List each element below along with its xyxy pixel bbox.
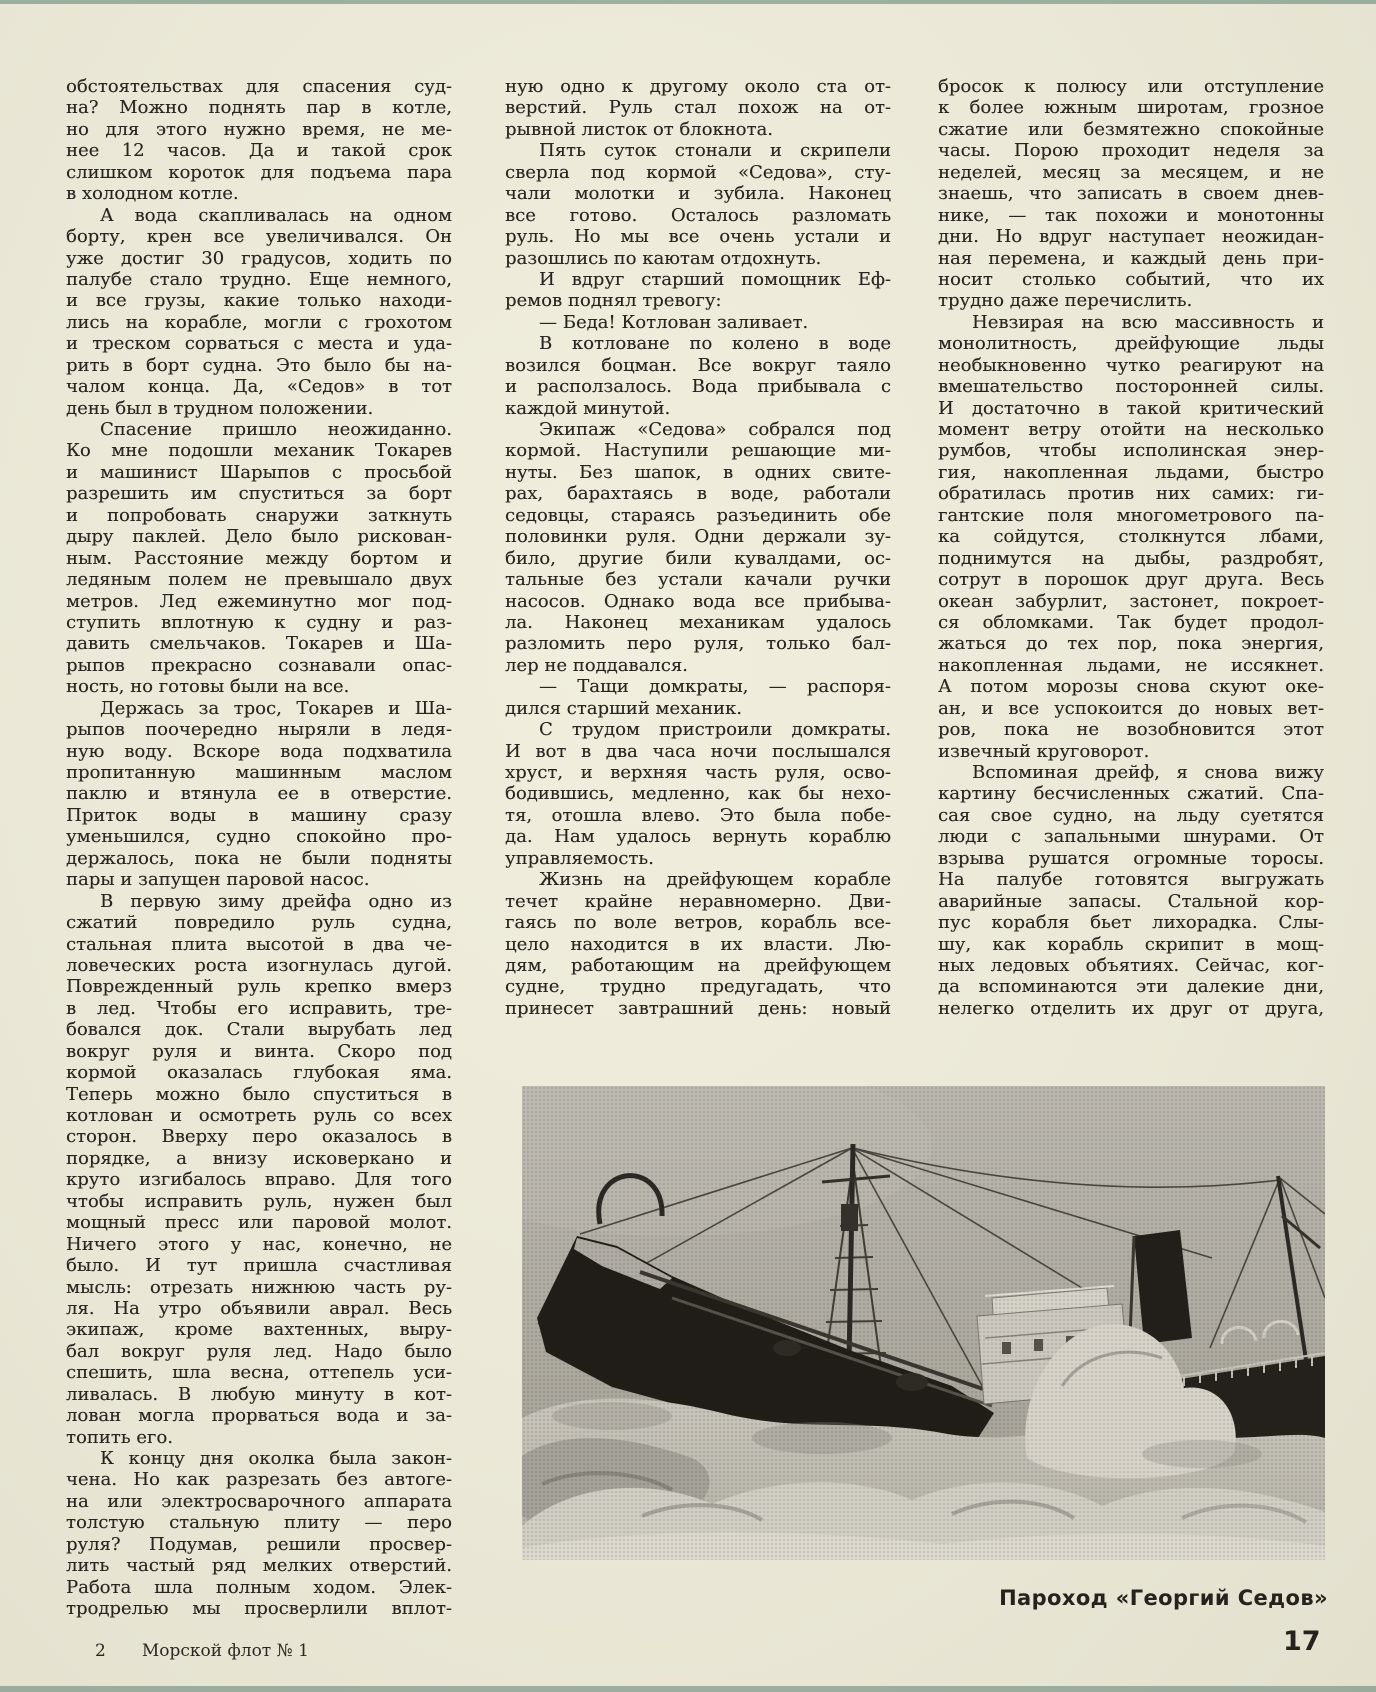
text-line: управляемость. [505,847,654,869]
text-line: дни. Но вдруг наступает неожидан- [938,226,1324,248]
text-line: лован могла прорваться вода и за- [66,1405,452,1427]
text-line: ров, пока не возобновится этот [938,719,1324,741]
text-line: цело находится в их власти. Лю- [505,933,891,955]
text-line: Поврежденный руль крепко вмерз [66,976,452,998]
text-line: судне, трудно предугадать, что [505,976,891,998]
text-line: лись на корабле, могли с грохотом [66,311,452,333]
text-line: борту, крен все увеличивался. Он [66,226,452,248]
text-line: К концу дня околка была закон- [100,1448,452,1469]
text-line: мысль: отрезать нижнюю часть ру- [66,1276,452,1298]
text-line: рывной листок от блокнота. [505,118,773,140]
text-line: держалось, пока не были подняты [66,847,452,869]
text-line: монолитность, дрейфующие льды [938,333,1324,355]
text-line: Спасение пришло неожиданно. [100,419,452,440]
text-line: обратилась против них самих: ги- [938,483,1324,505]
text-line: картину бесчисленных сжатий. Спа- [938,783,1324,805]
text-line: нике, — так похожи и монотонны [938,204,1324,226]
text-line: порядке, а внизу исковеркано и [66,1147,452,1169]
text-line: пропитанную машинным маслом [66,762,452,783]
text-line: трудно даже перечислить. [938,290,1193,312]
text-line: сторон. Вверху перо оказалось в [66,1126,452,1148]
text-line: Пять суток стонали и скрипели [539,140,891,162]
text-line: В котловане по колено в воде [539,333,891,355]
text-line: уже достиг 30 градусов, ходить по [66,247,452,269]
ship-photo [522,1086,1325,1560]
text-line: палубе стало трудно. Еще немного, [66,268,452,290]
text-line: носит столько событий, что их [938,268,1324,290]
text-line: накопленная льдами, не иссякнет. [938,654,1324,676]
ship-photo-illustration [522,1086,1325,1560]
scan-edge-bottom [0,1686,1376,1692]
text-line: на? Можно поднять пар в котле, [66,97,452,119]
text-line: разрешить им спуститься за борт [66,483,452,505]
text-line: половинки руля. Одни держали зу- [505,526,891,548]
text-line: кормой оказалась глубокая яма. [66,1062,452,1084]
text-line: круто изгибалось вправо. Для того [66,1169,452,1191]
text-line: — Беда! Котлован заливает. [539,311,809,333]
text-line: лить частый ряд мелких отверстий. [66,1555,452,1577]
text-line: пус корабля бьет лихорадка. Слы- [938,912,1324,934]
page-number: 17 [1283,1626,1321,1657]
text-line: в лед. Чтобы его исправить, тре- [66,997,452,1019]
text-line: ных ледовых объятиях. Сейчас, ког- [938,954,1324,976]
text-line: ную воду. Вскоре вода подхватила [66,740,452,762]
text-line: вмешательство посторонней силы. [938,376,1324,398]
text-line: уменьшился, судно спокойно про- [66,826,452,848]
text-line: ным. Расстояние между бортом и [66,547,452,569]
text-line: толстую стальную плиту — перо [66,1512,452,1534]
text-line: пары и запущен паровой насос. [66,869,370,891]
text-line: ледяным полем не превышало двух [66,569,452,591]
text-line: Невзирая на всю массивность и [972,311,1324,333]
text-line: паклю и втянула ее в отверстие. [66,783,452,805]
text-line: Жизнь на дрейфующем корабле [539,869,891,891]
text-line: насосов. Однако вода все прибыва- [505,590,891,612]
text-line: чена. Но как разрезать без автоге- [66,1469,452,1491]
text-line: слишком короток для подъема пара [66,161,452,183]
text-line: чалом конца. Да, «Седов» в тот [66,376,452,398]
footer-signature-number: 2 [95,1641,106,1661]
text-line: принесет завтрашний день: новый [505,997,891,1019]
text-line: необыкновенно чутко реагируют на [938,354,1324,376]
text-line: и треском сорваться с места и уда- [66,333,452,355]
text-line: И вдруг старший помощник Еф- [539,268,891,290]
text-line: руль. Но мы все очень устали и [505,226,891,248]
text-line: — Тащи домкраты, — распоря- [539,676,891,698]
text-line: да. Нам удалось вернуть кораблю [505,826,891,848]
text-line: хруст, и верхняя часть руля, осво- [505,762,891,783]
text-line: бросок к полюсу или отступление [938,76,1324,97]
text-line: на или электросварочного аппарата [66,1490,452,1512]
text-line: момент ветру отойти на несколько [938,419,1324,440]
text-line: все готово. Осталось разломать [505,204,891,226]
text-line: бал вокруг руля лед. Надо было [66,1340,452,1362]
text-line: дям, работающим на дрейфующем [505,954,891,976]
text-line: метров. Лед ежеминутно мог под- [66,590,452,612]
text-line: На палубе готовятся выгружать [938,869,1324,891]
text-line: бовался док. Стали вырубать лед [66,1019,452,1041]
text-line: но для этого нужно время, не ме- [66,118,452,140]
text-line: рыпов прекрасно сознавали опас- [66,654,452,676]
text-line: взрыва рушатся огромные торосы. [938,847,1324,869]
text-line: И вот в два часа ночи послышался [505,740,891,762]
scan-edge-top [0,0,1376,4]
text-line: давить смельчаков. Токарев и Ша- [66,633,452,655]
text-line: разошлись по каютам отдохнуть. [505,247,822,269]
text-line: ла. Наконец механикам удалось [505,611,891,633]
text-line: ремов поднял тревогу: [505,290,722,312]
text-line: гаясь по воле ветров, корабль все- [505,912,891,934]
text-column-2 [505,76,891,1019]
text-line: вокруг руля и винта. Скоро под [66,1040,452,1062]
text-line: ловеческих роста изогнулась дугой. [66,954,452,976]
footer-imprint [95,1641,309,1661]
text-line: сжатие или безмятежно спокойные [938,118,1324,140]
text-line: Теперь можно было спуститься в [66,1083,452,1105]
text-line: часы. Порою проходит неделя за [938,140,1324,162]
text-column-1 [66,76,452,1620]
text-line: руля? Подумав, решили просвер- [66,1533,452,1555]
text-line: люди с запальными шнурами. От [938,826,1324,848]
text-line: в холодном котле. [66,183,239,205]
text-line: И достаточно в такой критический [938,397,1324,419]
text-line: обстоятельствах для спасения суд- [66,76,452,97]
text-line: С трудом пристроили домкраты. [539,719,891,741]
text-line: неделей, месяц за месяцем, и не [938,161,1324,183]
text-line: ан, и все успокоится до новых вет- [938,697,1324,719]
text-line: румбов, чтобы исполинская энер- [938,440,1324,462]
text-line: седовцы, стараясь разъединить обе [505,504,891,526]
text-line: Держась за трос, Токарев и Ша- [100,697,452,719]
text-line: Ко мне подошли механик Токарев [66,440,452,462]
text-line: ля. На утро объявили аврал. Весь [66,1297,452,1319]
text-line: рить в борт судна. Это было бы на- [66,354,452,376]
text-line: океан забурлит, застонет, покроет- [938,590,1324,612]
text-line: топить его. [66,1426,173,1448]
text-line: и расползалось. Вода прибывала с [505,376,891,398]
text-line: возился боцман. Все вокруг таяло [505,354,891,376]
text-line: сжатий повредило руль судна, [66,912,452,934]
text-line: поднимутся на дыбы, раздробят, [938,547,1324,569]
text-line: било, другие били кувалдами, ос- [505,547,891,569]
text-line: чтобы исправить руль, нужен был [66,1190,452,1212]
text-line: В первую зиму дрейфа одно из [100,890,452,912]
text-line: А потом морозы снова скуют оке- [938,676,1324,698]
text-line: ность, но готовы были на все. [66,676,350,698]
text-line: ся обломками. Так будет продол- [938,611,1324,633]
text-line: Работа шла полным ходом. Элек- [66,1576,452,1598]
text-line: кормой. Наступили решающие ми- [505,440,891,462]
text-line: чали молотки и зубила. Наконец [505,183,891,205]
text-line: нелегко отделить их друг от друга, [938,997,1324,1019]
text-line: шу, как корабль скрипит в мощ- [938,933,1324,955]
text-line: ка сойдутся, столкнутся лбами, [938,526,1324,548]
text-line: гантские поля многометрового па- [938,504,1324,526]
text-line: ную одно к другому около ста от- [505,76,891,97]
text-line: бодившись, медленно, как бы нехо- [505,783,891,805]
text-line: разломить перо руля, только бал- [505,633,891,655]
text-line: к более южным широтам, грозное [938,97,1324,119]
text-line: экипаж, кроме вахтенных, выру- [66,1319,452,1341]
text-line: аварийные запасы. Стальной кор- [938,890,1324,912]
text-column-3 [938,76,1324,1019]
text-line: рах, барахтаясь в воде, работали [505,483,891,505]
text-line: тя, отошла влево. Это была побе- [505,804,891,826]
text-line: спешить, шла весна, оттепель уси- [66,1362,452,1384]
text-line: каждой минутой. [505,397,671,419]
text-line: и все грузы, какие только находи- [66,290,452,312]
text-line: сотрут в порошок друг друга. Весь [938,569,1324,591]
text-line: жаться до тех пор, пока энергия, [938,633,1324,655]
text-line: ная перемена, и каждый день при- [938,247,1324,269]
text-line: гия, накопленная льдами, быстро [938,461,1324,483]
text-line: и попробовать снаружи заткнуть [66,504,452,526]
text-line: Приток воды в машину сразу [66,804,452,826]
text-line: дыру паклей. Дело было рискован- [66,526,452,548]
text-line: верстий. Руль стал похож на от- [505,97,891,119]
text-line: дился старший механик. [505,697,742,719]
text-line: стальная плита высотой в два че- [66,933,452,955]
text-line: лер не поддавался. [505,654,688,676]
text-line: течет крайне неравномерно. Дви- [505,890,891,912]
footer-magazine-title: Морской флот № 1 [141,1641,309,1661]
text-line: тродрелью мы просверлили вплот- [66,1598,452,1620]
text-line: ступить вплотную к судну и раз- [66,611,452,633]
text-line: нее 12 часов. Да и такой срок [66,140,452,162]
text-line: сверла под кормой «Седова», сту- [505,161,891,183]
text-line: день был в трудном положении. [66,397,374,419]
text-line: знаешь, что записать в своем днев- [938,183,1324,205]
text-line: тальные без устали качали ручки [505,569,891,591]
text-line: Вспоминая дрейф, я снова вижу [972,762,1324,783]
text-line: нуты. Без шапок, в одних свите- [505,461,891,483]
text-line: да вспоминаются эти далекие дни, [938,976,1324,998]
text-line: рыпов поочередно ныряли в ледя- [66,719,452,741]
text-line: извечный круговорот. [938,740,1150,762]
text-line: сая свое судно, на льду суетятся [938,804,1324,826]
text-line: котлован и осмотреть руль со всех [66,1105,452,1126]
text-line: А вода скапливалась на одном [100,204,452,226]
text-line: Экипаж «Седова» собрался под [539,419,891,440]
text-line: было. И тут пришла счастливая [66,1255,452,1277]
text-line: мощный пресс или паровой молот. [66,1212,452,1234]
text-line: ливалась. В любую минуту в кот- [66,1383,452,1405]
text-line: и машинист Шарыпов с просьбой [66,461,452,483]
photo-caption: Пароход «Георгий Седов» [999,1586,1328,1610]
text-line: Ничего этого у нас, конечно, не [66,1233,452,1255]
